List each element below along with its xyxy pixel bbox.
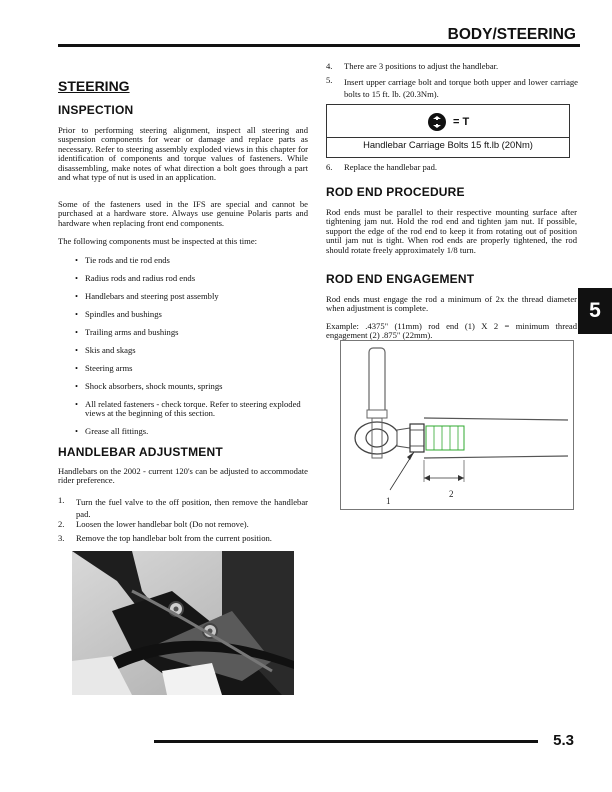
list-item: • Skis and skags bbox=[75, 345, 136, 355]
rod-end-procedure-paragraph: Rod ends must be parallel to their respective mounting surface after tightening jam nut. Hold the rod end and tighten jam nut. If possible, support the edge of the rod end to keep it from rotating out of position until jam nut is tight. When rod ends are properly tightened, the rod should rotate freely approximately 1/8 turn. bbox=[326, 207, 577, 255]
step-number: 3. bbox=[58, 533, 65, 543]
rod-end-procedure-heading: ROD END PROCEDURE bbox=[326, 185, 465, 199]
list-item: • All related fasteners - check torque. Refer to steering exploded views at the beginning of this section. bbox=[75, 399, 301, 419]
list-item: • Tie rods and tie rod ends bbox=[75, 255, 170, 265]
list-item: • Grease all fittings. bbox=[75, 426, 149, 436]
step-text: Loosen the lower handlebar bolt (Do not remove). bbox=[76, 519, 249, 529]
rod-end-diagram bbox=[340, 340, 574, 510]
footer-rule bbox=[154, 740, 538, 743]
inspection-heading: INSPECTION bbox=[58, 103, 134, 117]
handlebar-paragraph: Handlebars on the 2002 - current 120's can be adjusted to accommodate rider preference. bbox=[58, 466, 308, 486]
label-1: 1 bbox=[386, 496, 391, 506]
section-title: BODY/STEERING bbox=[447, 26, 576, 43]
step-text: Turn the fuel valve to the off position, then remove the handlebar pad. bbox=[76, 497, 308, 519]
list-item: • Shock absorbers, shock mounts, springs bbox=[75, 381, 223, 391]
handlebar-adjustment-heading: HANDLEBAR ADJUSTMENT bbox=[58, 445, 223, 459]
torque-caption: Handlebar Carriage Bolts 15 ft.lb (20Nm) bbox=[363, 139, 533, 150]
handlebar-photo bbox=[72, 551, 294, 695]
steering-heading: STEERING bbox=[58, 78, 130, 94]
step-text: Replace the handlebar pad. bbox=[344, 162, 438, 172]
inspection-paragraph-3: The following components must be inspected at this time: bbox=[58, 236, 258, 246]
list-item: • Trailing arms and bushings bbox=[75, 327, 179, 337]
torque-divider bbox=[327, 137, 569, 138]
step-number: 2. bbox=[58, 519, 65, 529]
list-item: • Spindles and bushings bbox=[75, 309, 162, 319]
step-text: Remove the top handlebar bolt from the current position. bbox=[76, 533, 272, 543]
rod-end-engagement-paragraph-2: Example: .4375" (11mm) rod end (1) X 2 = minimum thread engagement (2) .875" (22mm). bbox=[326, 321, 577, 341]
rod-end-engagement-paragraph-1: Rod ends must engage the rod a minimum of 2x the thread diameter when adjustment is complete. bbox=[326, 294, 577, 314]
rod-end-engagement-heading: ROD END ENGAGEMENT bbox=[326, 272, 475, 286]
step-number: 6. bbox=[326, 162, 333, 172]
list-item: • Radius rods and radius rod ends bbox=[75, 273, 196, 283]
step-text: Insert upper carriage bolt and torque both upper and lower carriage bolts to 15 ft. lb. (20.3Nm). bbox=[344, 77, 578, 99]
step-text: There are 3 positions to adjust the handlebar. bbox=[344, 61, 499, 71]
inspection-paragraph-1: Prior to performing steering alignment, inspect all steering and suspension components for wear or damage and replace parts as necessary. Refer to steering assembly exploded views in this chapter for identification of components and torque values of fasteners. While disassembling, make notes of what direction a bolt goes through a part and what type of nut is used in an application. bbox=[58, 125, 308, 183]
chapter-tab: 5 bbox=[578, 288, 612, 334]
header-rule bbox=[58, 44, 580, 47]
step-number: 1. bbox=[58, 495, 65, 505]
torque-spec-box bbox=[326, 104, 570, 158]
label-2: 2 bbox=[449, 489, 454, 499]
page-number: 5.3 bbox=[553, 732, 574, 749]
step-number: 5. bbox=[326, 75, 333, 85]
torque-wrench-icon bbox=[427, 112, 447, 132]
list-item: • Handlebars and steering post assembly bbox=[75, 291, 219, 301]
list-item: • Steering arms bbox=[75, 363, 133, 373]
torque-symbol: = T bbox=[453, 116, 470, 128]
step-number: 4. bbox=[326, 61, 333, 71]
inspection-paragraph-2: Some of the fasteners used in the IFS are special and cannot be purchased at a hardware store. Always use genuine Polaris parts and hardware when replacing front end components. bbox=[58, 199, 308, 228]
